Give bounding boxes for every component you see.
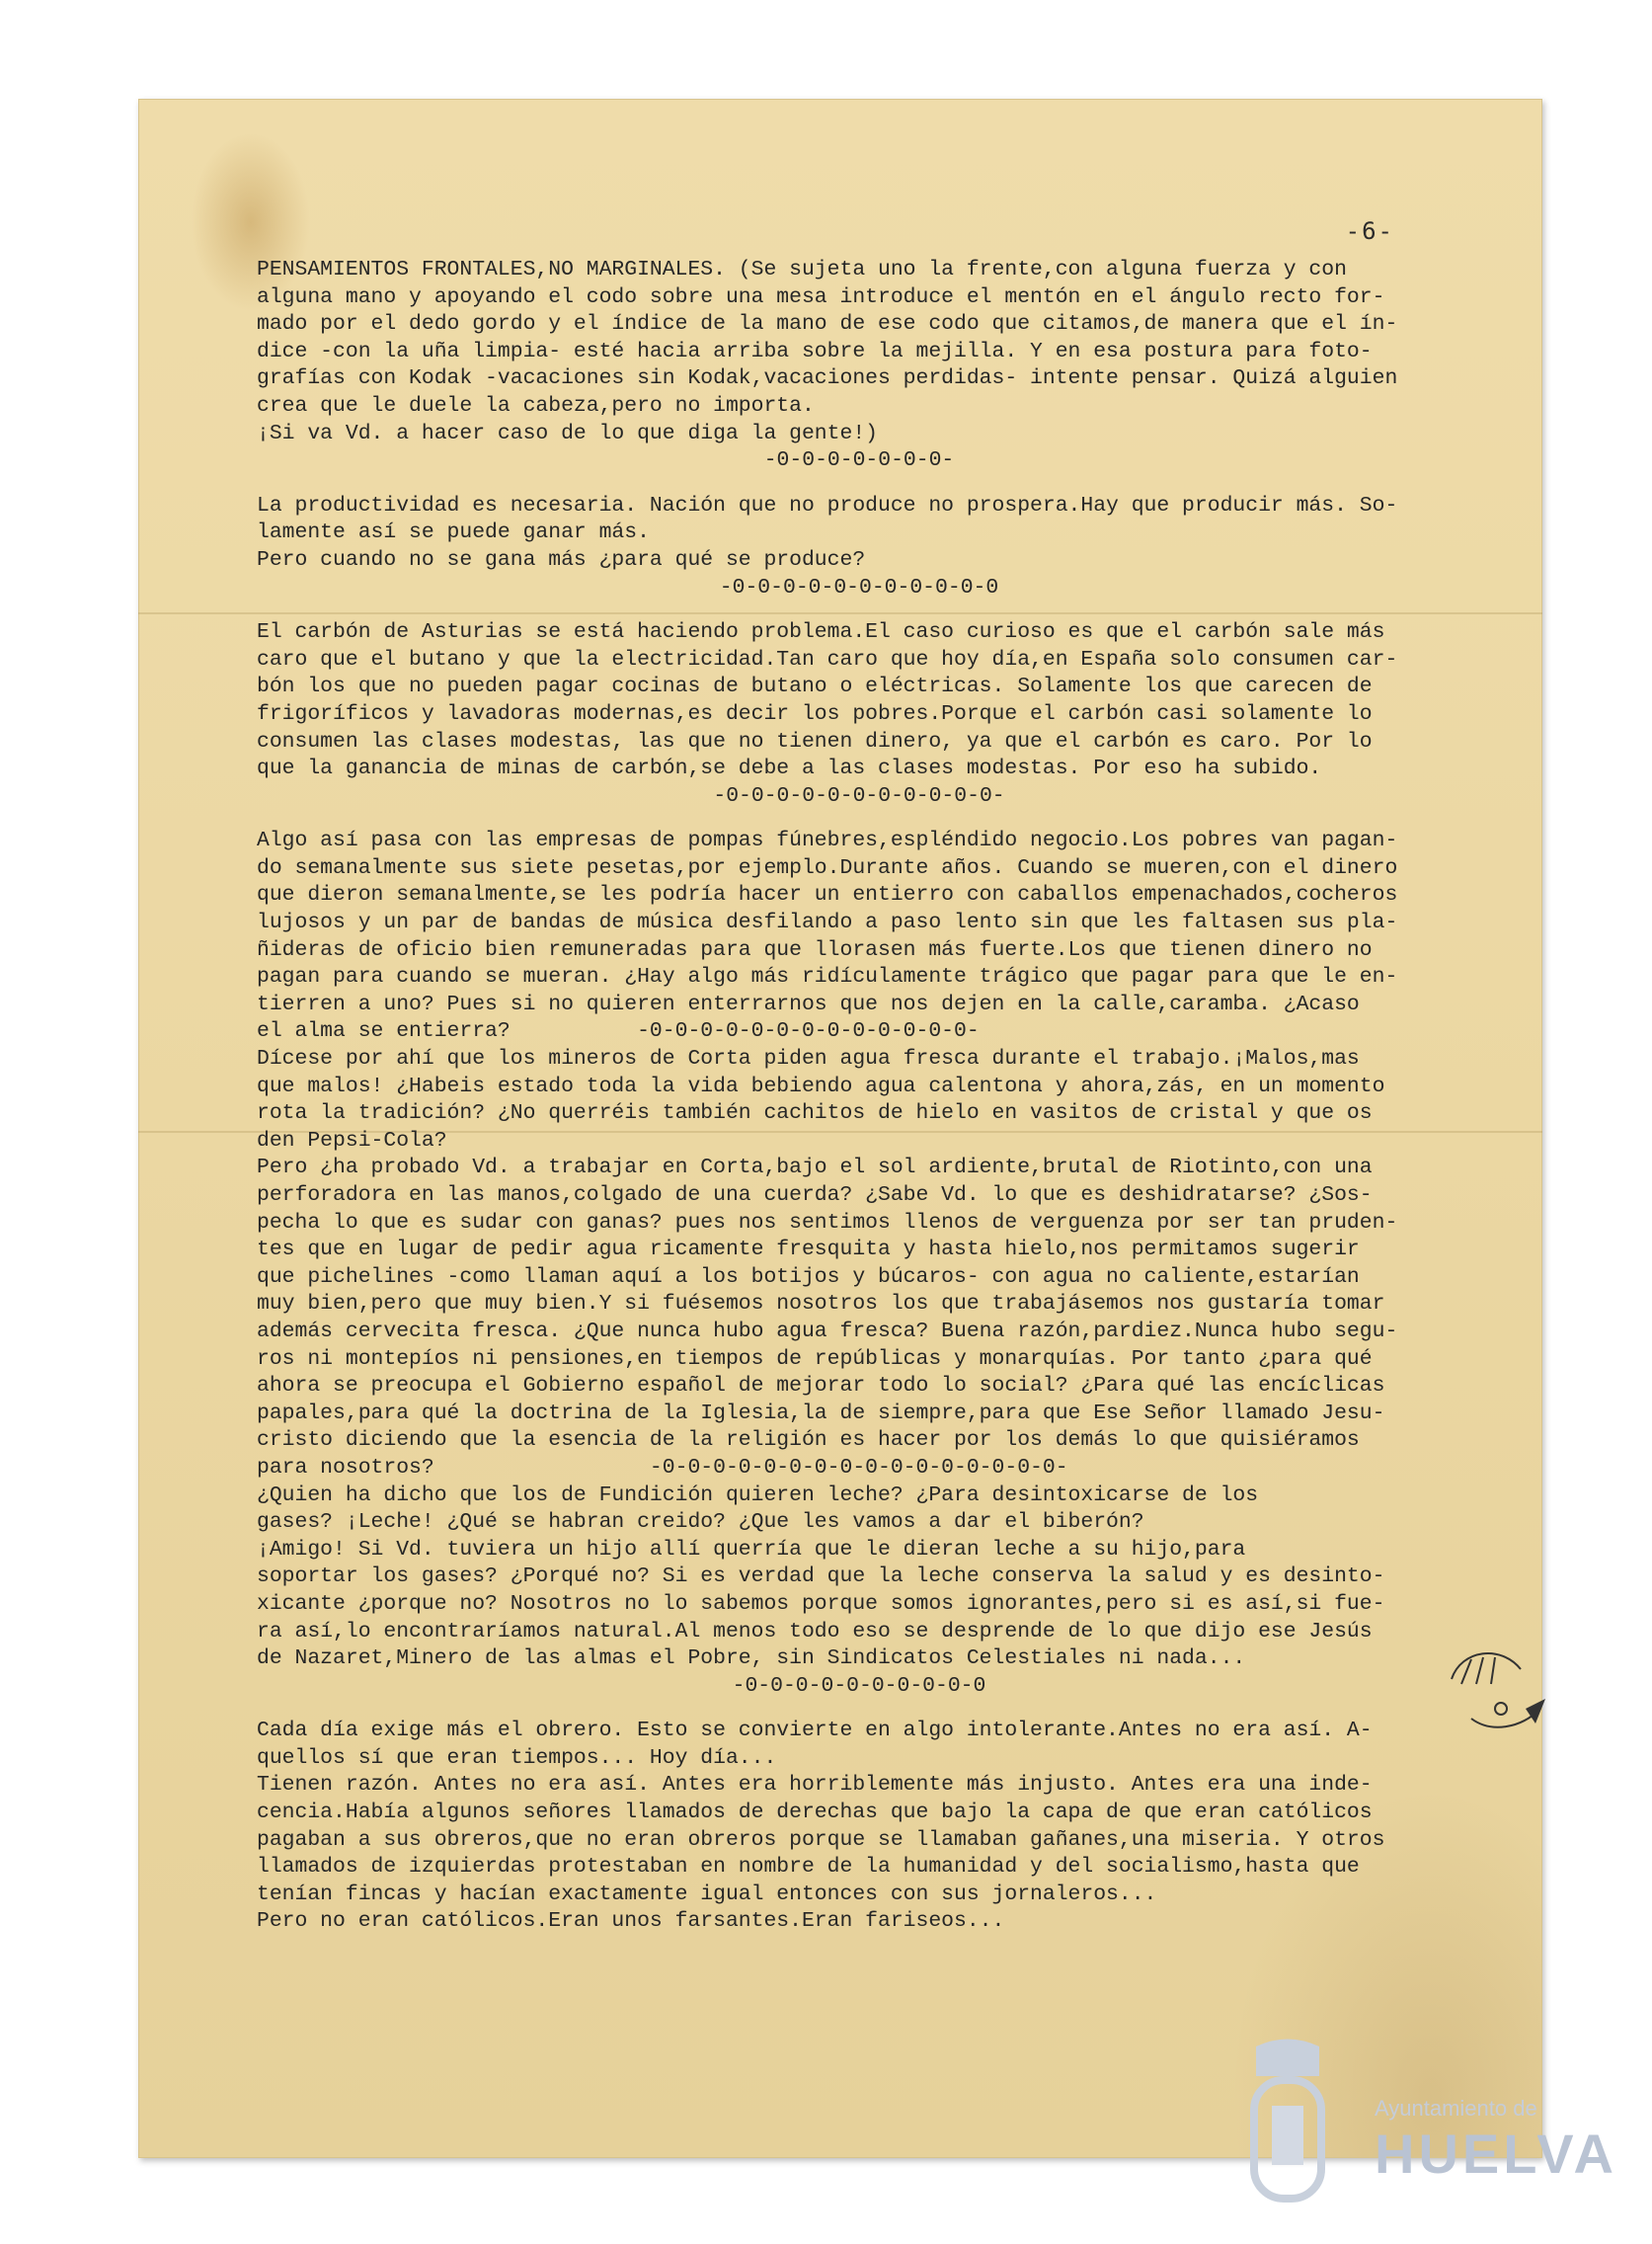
text-line: pagaban a sus obreros,que no eran obreros porque se llamaban gañanes,una miseria. Y otros <box>257 1827 1385 1852</box>
text-line: soportar los gases? ¿Porqué no? Si es verdad que la leche conserva la salud y es desinto- <box>257 1564 1385 1589</box>
text-line: muy bien,pero que muy bien.Y si fuésemos nosotros los que trabajásemos nos gustaría tomar <box>257 1292 1385 1317</box>
text-line: que pichelines -como llaman aquí a los botijos y búcaros- con agua no caliente,estarían <box>257 1264 1360 1289</box>
text-line: frigoríficos y lavadoras modernas,es decir los pobres.Porque el carbón casi solamente lo <box>257 701 1373 726</box>
text-line: papales,para qué la doctrina de la Iglesia,la de siempre,para que Ese Señor llamado Jesu- <box>257 1401 1385 1425</box>
text-line: que la ganancia de minas de carbón,se debe a las clases modestas. Por eso ha subido. <box>257 757 1322 781</box>
text-line: xicante ¿porque no? Nosotros no lo sabemos porque somos ignorantes,pero si es así,si fue- <box>257 1591 1385 1616</box>
document-page <box>138 99 1542 2158</box>
section-separator: -0-0-0-0-0-0-0-0-0-0-0 <box>719 575 999 600</box>
text-line: den Pepsi-Cola? <box>257 1128 447 1153</box>
text-line: caro que el butano y que la electricidad.Tan caro que hoy día,en España solo consumen car- <box>257 647 1398 672</box>
text-line: mado por el dedo gordo y el índice de la mano de ese codo que citamos,de manera que el ín- <box>257 312 1398 337</box>
text-line: lujosos y un par de bandas de música desfilando a paso lento sin que les faltasen sus pla- <box>257 911 1398 935</box>
text-line: bón los que no pueden pagar cocinas de butano o eléctricas. Solamente los que carecen de <box>257 675 1373 699</box>
text-line: dice -con la uña limpia- esté hacia arriba sobre la mejilla. Y en esa postura para foto- <box>257 339 1373 363</box>
text-line: que malos! ¿Habeis estado toda la vida bebiendo agua calentona y ahora,zás, en un momento <box>257 1074 1385 1098</box>
hand-drawn-doodle <box>1432 1640 1560 1758</box>
section-separator: -0-0-0-0-0-0-0-0-0-0-0- <box>713 783 1005 808</box>
text-line: ¡Si va Vd. a hacer caso de lo que diga la gente!) <box>257 421 878 445</box>
text-line: gases? ¡Leche! ¿Qué se habran creido? ¿Que les vamos a dar el biberón? <box>257 1510 1144 1535</box>
text-line: alguna mano y apoyando el codo sobre una mesa introduce el mentón en el ángulo recto for- <box>257 284 1385 309</box>
text-line: cristo diciendo que la esencia de la religión es hacer por los demás lo que quisiéramos <box>257 1428 1360 1453</box>
text-line: tierren a uno? Pues si no quieren enterrarnos que nos dejen en la calle,caramba. ¿Acaso <box>257 992 1360 1016</box>
text-line: tenían fincas y hacían exactamente igual entonces con sus jornaleros... <box>257 1882 1157 1906</box>
huelva-watermark <box>1246 2037 1641 2224</box>
watermark-main-text: HUELVA <box>1375 2123 1617 2185</box>
text-line: quellos sí que eran tiempos... Hoy día... <box>257 1745 777 1770</box>
text-line: crea que le duele la cabeza,pero no importa. <box>257 393 815 418</box>
text-line: Cada día exige más el obrero. Esto se convierte en algo intolerante.Antes no era así. A- <box>257 1719 1373 1743</box>
text-line: Pero cuando no se gana más ¿para qué se produce? <box>257 547 866 572</box>
paragraph-gap <box>257 810 1461 828</box>
coat-of-arms-watermark <box>1246 2037 1329 2212</box>
paragraph-gap <box>257 475 1461 493</box>
text-line: PENSAMIENTOS FRONTALES,NO MARGINALES. (Se sujeta uno la frente,con alguna fuerza y con <box>257 258 1347 281</box>
text-line: de Nazaret,Minero de las almas el Pobre, sin Sindicatos Celestiales ni nada... <box>257 1646 1246 1671</box>
text-line: además cervecita fresca. ¿Que nunca hubo agua fresca? Buena razón,pardiez.Nunca hubo segu- <box>257 1319 1398 1343</box>
text-line: lamente así se puede ganar más. <box>257 521 650 545</box>
text-line: Dícese por ahí que los mineros de Corta piden agua fresca durante el trabajo.¡Malos,mas <box>257 1047 1360 1072</box>
text-line: para nosotros? -0-0-0-0-0-0-0-0-0-0-0-0-0-0-0-0- <box>257 1455 1068 1480</box>
text-line: La productividad es necesaria. Nación que no produce no prospera.Hay que producir más. So- <box>257 493 1398 518</box>
text-line: consumen las clases modestas, las que no tienen dinero, ya que el carbón es caro. Por lo <box>257 729 1373 754</box>
text-line: ahora se preocupa el Gobierno español de mejorar todo lo social? ¿Para qué las encíclicas <box>257 1374 1385 1399</box>
text-line: pagan para cuando se mueran. ¿Hay algo más ridículamente trágico que pagar para que le en- <box>257 965 1398 990</box>
text-line: el alma se entierra? -0-0-0-0-0-0-0-0-0-0-0-0-0- <box>257 1019 980 1044</box>
paragraph-gap <box>257 1700 1461 1718</box>
text-line: tes que en lugar de pedir agua ricamente fresquita y hasta hielo,nos permitamos sugerir <box>257 1238 1360 1262</box>
section-separator: -0-0-0-0-0-0-0-0-0-0 <box>732 1673 986 1698</box>
text-line: do semanalmente sus siete pesetas,por ejemplo.Durante años. Cuando se mueren,con el dinero <box>257 855 1398 880</box>
page-number: -6- <box>1345 217 1394 245</box>
text-line: Tienen razón. Antes no era así. Antes era horriblemente más injusto. Antes era una inde- <box>257 1773 1373 1798</box>
text-line: Algo así pasa con las empresas de pompas fúnebres,espléndido negocio.Los pobres van pagan- <box>257 829 1398 853</box>
typewritten-body <box>257 257 1461 1936</box>
text-line: El carbón de Asturias se está haciendo problema.El caso curioso es que el carbón sale más <box>257 620 1385 645</box>
text-line: Pero ¿ha probado Vd. a trabajar en Corta,bajo el sol ardiente,brutal de Riotinto,con una <box>257 1156 1373 1180</box>
paragraph-gap <box>257 601 1461 619</box>
text-line: pecha lo que es sudar con ganas? pues nos sentimos llenos de verguenza por ser tan pruden- <box>257 1210 1398 1235</box>
text-line: ñideras de oficio bien remuneradas para que llorasen más fuerte.Los que tienen dinero no <box>257 937 1373 962</box>
text-line: llamados de izquierdas protestaban en nombre de la humanidad y del socialismo,hasta que <box>257 1855 1360 1880</box>
watermark-top-text: Ayuntamiento de <box>1375 2096 1537 2121</box>
text-line: ¿Quien ha dicho que los de Fundición quieren leche? ¿Para desintoxicarse de los <box>257 1483 1259 1507</box>
text-line: Pero no eran católicos.Eran unos farsantes.Eran fariseos... <box>257 1909 1005 1934</box>
text-line: grafías con Kodak -vacaciones sin Kodak,vacaciones perdidas- intente pensar. Quizá alguien <box>257 366 1398 391</box>
text-line: ros ni montepíos ni pensiones,en tiempos de repúblicas y monarquías. Por tanto ¿para qué <box>257 1346 1373 1371</box>
text-line: rota la tradición? ¿No querréis también cachitos de hielo en vasitos de cristal y que os <box>257 1101 1373 1126</box>
text-line: ¡Amigo! Si Vd. tuviera un hijo allí querría que le dieran leche a su hijo,para <box>257 1537 1246 1562</box>
section-separator: -0-0-0-0-0-0-0- <box>763 448 955 473</box>
text-line: perforadora en las manos,colgado de una cuerda? ¿Sabe Vd. lo que es deshidratarse? ¿Sos- <box>257 1183 1373 1207</box>
text-line: que dieron semanalmente,se les podría hacer un entierro con caballos empenachados,cocheros <box>257 883 1398 908</box>
text-line: cencia.Había algunos señores llamados de derechas que bajo la capa de que eran católicos <box>257 1801 1373 1825</box>
text-line: ra así,lo encontraríamos natural.Al menos todo eso se desprende de lo que dijo ese Jesús <box>257 1619 1373 1643</box>
